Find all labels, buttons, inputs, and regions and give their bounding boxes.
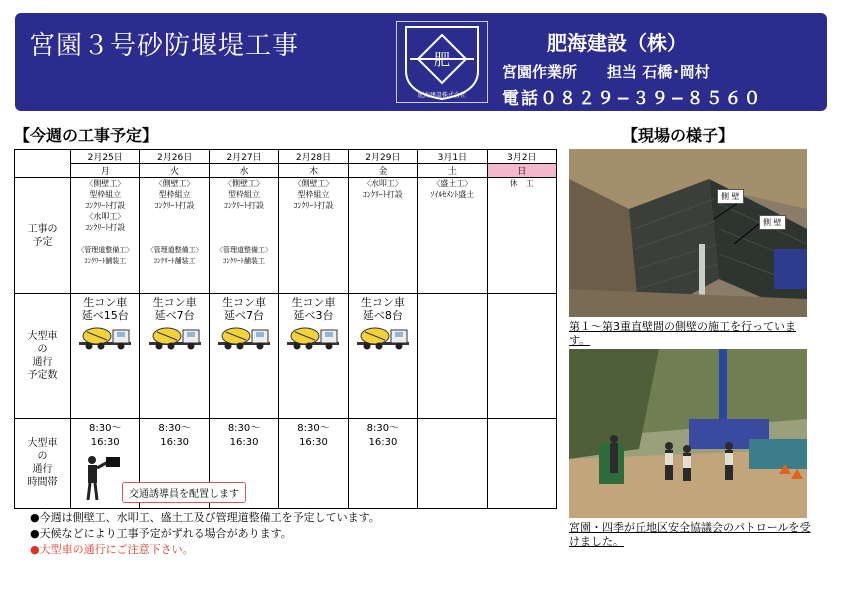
time-value: 16:30 <box>368 436 398 448</box>
weekday-cell: 水 <box>209 164 278 178</box>
corner-cell <box>15 150 71 178</box>
work-items <box>349 178 417 200</box>
truck-row <box>15 294 557 418</box>
truck-count: 生コン車 <box>152 296 197 310</box>
truck-cell <box>348 294 417 418</box>
weekday-cell: 金 <box>348 164 417 178</box>
work-items-secondary <box>210 245 278 267</box>
work-item: ｺﾝｸﾘｰﾄ打設 <box>362 190 403 200</box>
time-value: 16:30 <box>160 436 190 448</box>
work-item: 〈側壁工〉 <box>154 179 195 189</box>
weekday-cell: 木 <box>279 164 348 178</box>
work-item: 〈側壁工〉 <box>224 179 265 189</box>
mixer-truck-icon <box>140 324 208 350</box>
logo-char: 肥 <box>433 50 451 69</box>
mixer-truck-icon <box>349 324 417 350</box>
site-title: 【現場の様子】 <box>622 126 735 145</box>
truck-cell <box>279 294 348 418</box>
work-cell <box>140 178 209 294</box>
weekday-cell: 火 <box>140 164 209 178</box>
work-row-label: 工事の 予定 <box>15 178 71 294</box>
work-item: 〈盛土工〉 <box>432 179 473 189</box>
truck-cell <box>209 294 278 418</box>
traffic-guide-icon <box>78 454 124 502</box>
time-value: 8:30〜 <box>297 422 330 434</box>
schedule-title: 【今週の工事予定】 <box>14 126 159 145</box>
truck-count: 延べ7台 <box>224 309 265 323</box>
work-item: ｺﾝｸﾘｰﾄ打設 <box>85 201 126 211</box>
project-title: 宮園３号砂防堰堤工事 <box>29 31 300 61</box>
work-item: 型枠組立 <box>297 190 330 200</box>
office-info: 宮園作業所 担当 石橋･岡村 <box>502 63 710 81</box>
work-cell <box>279 178 348 294</box>
truck-row-label: 大型車 の 通行 予定数 <box>15 294 71 418</box>
time-row-label: 大型車 の 通行 時間帯 <box>15 418 71 508</box>
work-item: 型枠組立 <box>89 190 122 200</box>
company-logo <box>396 21 488 103</box>
work-cell <box>487 178 556 294</box>
photo-caption-2: 宮園・四季が丘地区安全協議会のパトロールを受けました。 <box>569 521 811 548</box>
weekday-cell: 土 <box>418 164 487 178</box>
time-value: 16:30 <box>90 436 120 448</box>
weekday-cell: 月 <box>71 164 140 178</box>
mixer-truck-icon <box>210 324 278 350</box>
time-cell <box>348 418 417 508</box>
work-item: 〈側壁工〉 <box>85 179 126 189</box>
photo-caption-1: 第１〜第3重直壁間の側壁の施工を行っています。 <box>569 320 796 347</box>
photo-tag: 側 壁 <box>717 189 744 204</box>
date-cell: 2月27日 <box>209 150 278 164</box>
guide-note: 交通誘導員を配置します <box>122 482 246 503</box>
site-photo-patrol <box>569 349 807 518</box>
photo-tag: 側 壁 <box>759 215 786 230</box>
work-item: 〈側壁工〉 <box>293 179 334 189</box>
weekday-cell-sunday: 日 <box>487 164 556 178</box>
work-cell <box>71 178 140 294</box>
work-items <box>140 178 208 211</box>
work-item: 〈管理道整備工〉 <box>216 246 273 255</box>
work-item: ｺﾝｸﾘｰﾄ打設 <box>154 201 195 211</box>
date-cell: 3月1日 <box>418 150 487 164</box>
truck-cell <box>418 294 487 418</box>
phone-number: 電話０８２９−３９−８５６０ <box>502 89 763 109</box>
date-cell: 3月2日 <box>487 150 556 164</box>
note-item: ●天候などにより工事予定がずれる場合があります。 <box>30 527 292 540</box>
truck-count: 延べ3台 <box>293 309 334 323</box>
work-item: 〈水叩工〉 <box>362 179 403 189</box>
truck-cell <box>140 294 209 418</box>
date-cell: 2月29日 <box>348 150 417 164</box>
work-items-secondary <box>140 245 208 267</box>
work-item: 休 工 <box>509 179 534 189</box>
work-items <box>418 178 486 200</box>
work-items <box>279 178 347 211</box>
time-value: 8:30〜 <box>158 422 191 434</box>
truck-count: 延べ7台 <box>154 309 195 323</box>
work-item: 〈水叩工〉 <box>85 212 126 222</box>
note-item: ●今週は側壁工、水叩工、盛土工及び管理道整備工を予定しています。 <box>30 511 380 524</box>
time-value: 16:30 <box>299 436 328 448</box>
truck-count: 生コン車 <box>222 296 267 310</box>
time-value: 16:30 <box>229 436 259 448</box>
work-items <box>488 178 556 189</box>
date-cell: 2月25日 <box>71 150 140 164</box>
truck-count: 生コン車 <box>360 296 405 310</box>
date-cell: 2月28日 <box>279 150 348 164</box>
mixer-truck-icon <box>279 324 347 350</box>
truck-count: 延べ15台 <box>81 309 129 323</box>
work-item: ｺﾝｸﾘｰﾄ打設 <box>293 201 334 211</box>
truck-count: 生コン車 <box>83 296 128 310</box>
work-item: ｺﾝｸﾘｰﾄ舗装工 <box>223 257 266 266</box>
weekday-row <box>15 164 557 178</box>
work-item: ｺﾝｸﾘｰﾄ打設 <box>85 223 126 233</box>
work-item: 型枠組立 <box>158 190 191 200</box>
work-item: ｿｲﾙｾﾒﾝﾄ盛土 <box>430 190 475 200</box>
time-cell <box>418 418 487 508</box>
work-items-secondary <box>71 245 139 267</box>
notes-list <box>30 510 380 558</box>
site-photo-walls <box>569 149 807 317</box>
date-row <box>15 150 557 164</box>
truck-cell <box>487 294 556 418</box>
time-value: 8:30〜 <box>227 422 261 434</box>
time-cell <box>487 418 556 508</box>
time-value: 8:30〜 <box>366 422 400 434</box>
truck-cell <box>71 294 140 418</box>
work-item: ｺﾝｸﾘｰﾄ舗装工 <box>84 257 127 266</box>
company-name: 肥海建設（株） <box>547 31 687 55</box>
work-items <box>210 178 278 211</box>
work-item: ｺﾝｸﾘｰﾄ打設 <box>224 201 265 211</box>
truck-count: 生コン車 <box>291 296 336 310</box>
time-cell <box>279 418 348 508</box>
mixer-truck-icon <box>71 324 139 350</box>
work-cell <box>348 178 417 294</box>
date-cell: 2月26日 <box>140 150 209 164</box>
logo-caption: 肥海建設株式会社 <box>417 92 467 99</box>
work-row <box>15 178 557 294</box>
truck-count: 延べ8台 <box>362 309 403 323</box>
work-cell <box>209 178 278 294</box>
note-item-alert: ●大型車の通行にご注意下さい。 <box>30 543 194 556</box>
header-banner <box>15 13 827 111</box>
work-item: 〈管理道整備工〉 <box>77 246 134 255</box>
work-cell <box>418 178 487 294</box>
work-item: 型枠組立 <box>228 190 261 200</box>
work-item: 〈管理道整備工〉 <box>146 246 203 255</box>
time-value: 8:30〜 <box>88 422 122 434</box>
work-item: ｺﾝｸﾘｰﾄ舗装工 <box>153 257 196 266</box>
work-items <box>71 178 139 233</box>
